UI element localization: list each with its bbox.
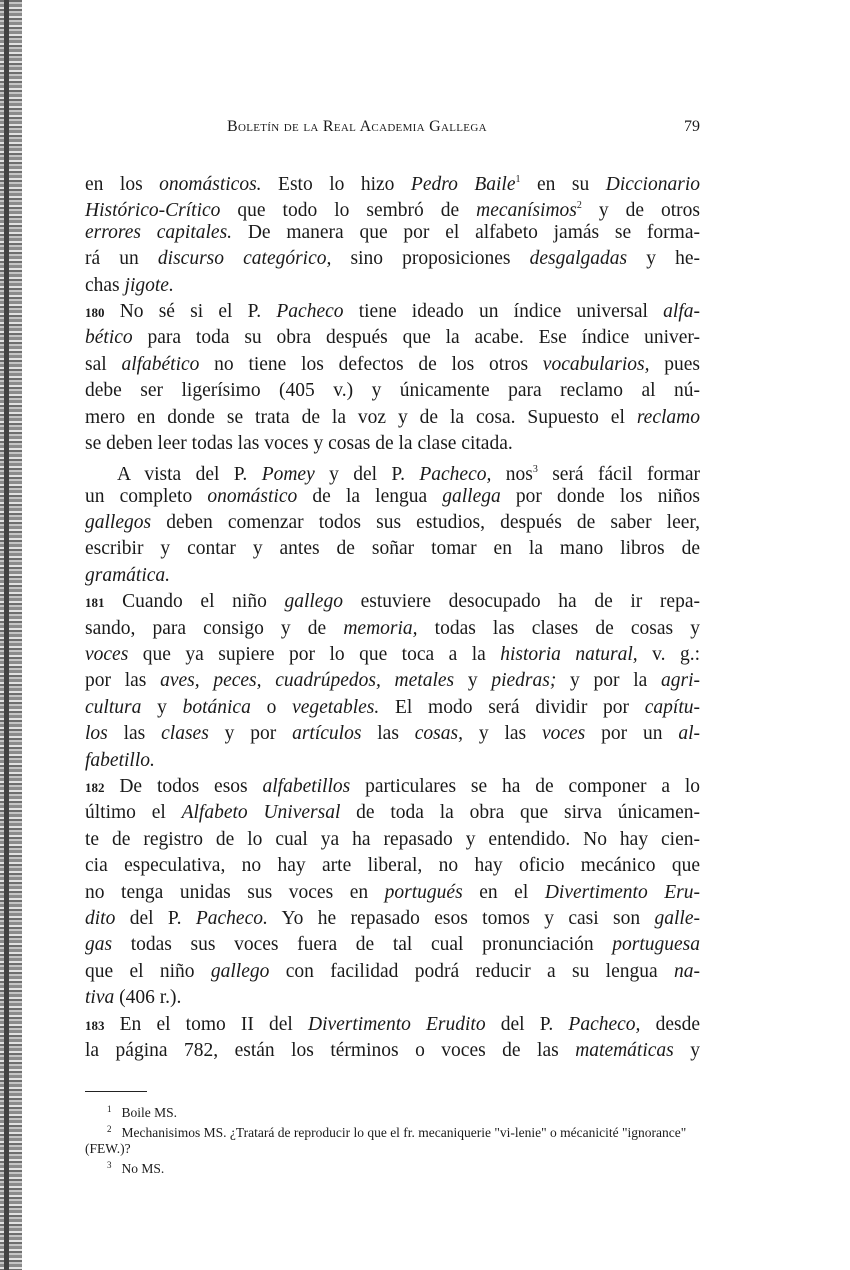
text-line — [85, 1012, 700, 1038]
footnote-text: Boile MS. — [121, 1105, 178, 1120]
text: las — [107, 723, 162, 745]
text: debe ser ligerísimo (405 v.) y únicamente para reclamo al nú- — [85, 380, 700, 402]
footnote-rule — [85, 1091, 147, 1092]
italic-text: Pomey — [261, 464, 315, 486]
italic-text: agri- — [661, 670, 700, 692]
italic-text: Diccionario — [605, 174, 700, 195]
italic-text: gramática. — [85, 564, 171, 586]
text: nos — [491, 464, 533, 486]
text: tiene ideado un índice universal — [343, 300, 664, 322]
italic-text: tiva — [85, 987, 115, 1009]
text-line — [85, 167, 700, 193]
scan-edge — [0, 0, 22, 1270]
italic-text: errores capitales. — [85, 221, 233, 243]
italic-text: onomástico — [207, 485, 298, 507]
italic-text: Pacheco — [276, 300, 344, 322]
text: cia especulativa, no hay arte liberal, no hay oficio mecánico que — [85, 855, 700, 877]
text-line — [85, 536, 700, 562]
text: las — [361, 723, 415, 745]
text-line — [85, 642, 700, 668]
text-line — [85, 510, 700, 536]
text: por un — [585, 723, 679, 745]
text-line — [85, 431, 700, 457]
text: con facilidad podrá reducir a su lengua — [269, 960, 674, 982]
text-line — [85, 827, 700, 853]
text-line — [85, 589, 700, 615]
text: del P. — [115, 907, 196, 929]
text-line — [85, 985, 700, 1011]
italic-text: Pacheco. — [195, 907, 268, 929]
text-line — [85, 246, 700, 272]
footnote-ref: 1 — [515, 174, 521, 185]
paragraph-number: 180 — [85, 304, 105, 320]
italic-text: los — [85, 723, 108, 745]
italic-text: vocabularios, — [542, 353, 650, 375]
text: (406 r.). — [114, 987, 182, 1009]
text: y — [673, 1039, 700, 1061]
text: para toda su obra después que la acabe. Ese índice univer- — [132, 327, 700, 349]
text: se deben leer todas las voces y cosas de la clase citada. — [85, 432, 513, 454]
italic-text: mecanísimos — [476, 200, 577, 222]
italic-text: fabetillo. — [85, 749, 155, 771]
italic-text: voces — [85, 644, 129, 666]
text: en su — [520, 174, 606, 195]
text: En el tomo II del — [104, 1013, 308, 1035]
italic-text: botánica — [182, 696, 251, 718]
italic-text: na- — [674, 960, 700, 982]
text: por las — [85, 670, 161, 692]
italic-text: voces — [541, 723, 586, 745]
footnote-ref: 3 — [532, 464, 538, 476]
text: No sé si el P. — [104, 300, 277, 322]
italic-text: aves, peces, cuadrúpedos, metales — [160, 670, 455, 692]
italic-text: matemáticas — [575, 1039, 674, 1061]
text-line — [85, 563, 700, 589]
italic-text: Divertimento Erudito — [307, 1013, 486, 1035]
text-line — [85, 378, 700, 404]
footnote — [85, 1101, 700, 1121]
footnote — [85, 1157, 700, 1177]
text-line — [85, 748, 700, 774]
text-line — [85, 668, 700, 694]
text: un completo — [85, 485, 208, 507]
italic-text: alfa- — [663, 300, 701, 322]
text: De manera que por el alfabeto jamás se forma- — [232, 221, 700, 243]
text: y por — [208, 723, 293, 745]
text: sando, para consigo y de — [85, 617, 344, 639]
paragraph-number: 182 — [85, 779, 105, 795]
text-line — [85, 959, 700, 985]
text-line — [85, 800, 700, 826]
text-line — [85, 220, 700, 246]
italic-text: clases — [161, 723, 209, 745]
italic-text: Divertimento Eru- — [544, 881, 700, 903]
text: y de otros — [581, 200, 700, 222]
footnote-number: 3 — [107, 1160, 112, 1170]
text: todas sus voces fuera de tal cual pronunciación — [112, 934, 613, 956]
text-line — [85, 774, 700, 800]
text: estuviere desocupado ha de ir repa- — [342, 591, 700, 613]
text: en los — [85, 174, 160, 195]
body-text — [85, 167, 700, 1064]
text: sal — [85, 353, 122, 375]
text-line — [85, 405, 700, 431]
italic-text: cultura — [85, 696, 142, 718]
text-line — [85, 193, 700, 222]
text-line — [85, 1038, 700, 1064]
text: no tiene los defectos de los otros — [199, 353, 543, 375]
text-line — [85, 853, 700, 879]
text: Cuando el niño — [104, 591, 285, 613]
italic-text: discurso categórico, — [157, 248, 332, 270]
italic-text: portuguesa — [612, 934, 700, 956]
text-line — [85, 484, 700, 510]
italic-text: portugués — [384, 881, 463, 903]
text: deben comenzar todos sus estudios, después de saber leer, — [151, 512, 700, 534]
italic-text: artículos — [292, 723, 362, 745]
text: pues — [649, 353, 701, 375]
footnotes — [85, 1101, 700, 1177]
italic-text: galle- — [654, 907, 700, 929]
text: rá un — [85, 248, 158, 270]
text: escribir y contar y antes de soñar tomar en la mano libros de — [85, 538, 700, 560]
text: y — [141, 696, 183, 718]
text: en el — [462, 881, 545, 903]
italic-text: Pacheco, — [568, 1013, 641, 1035]
page-number: 79 — [684, 118, 700, 135]
text-line — [85, 325, 700, 351]
footnote-text: No MS. — [121, 1161, 165, 1176]
text-line — [85, 273, 700, 299]
footnote-number: 1 — [107, 1104, 112, 1114]
italic-text: Pacheco, — [419, 464, 492, 486]
text: te de registro de lo cual ya ha repasado y entendido. No hay cien- — [85, 828, 700, 850]
text-line — [85, 721, 700, 747]
italic-text: gallegos — [85, 512, 152, 534]
italic-text: piedras; — [491, 670, 557, 692]
text-line — [85, 695, 700, 721]
italic-text: reclamo — [636, 406, 700, 428]
text: y por la — [556, 670, 661, 692]
text: por donde los niños — [500, 485, 700, 507]
italic-text: jigote. — [124, 274, 174, 296]
text: del P. — [485, 1013, 569, 1035]
text: que ya supiere por lo que toca a la — [128, 644, 501, 666]
text: A vista del P. — [117, 464, 262, 486]
text: último el — [85, 802, 182, 824]
italic-text: al- — [678, 723, 700, 745]
paragraph-number: 181 — [85, 595, 105, 611]
text: todas las clases de cosas y — [417, 617, 700, 639]
text: Esto lo hizo — [261, 174, 411, 195]
text: la página 782, están los términos o voces de las — [85, 1039, 576, 1061]
text: desde — [640, 1013, 700, 1035]
italic-text: Alfabeto Universal — [181, 802, 341, 824]
italic-text: Pedro Baile — [410, 174, 516, 195]
running-header — [85, 118, 700, 140]
text: no tenga unidas sus voces en — [85, 881, 385, 903]
paragraph-number: 183 — [85, 1017, 105, 1033]
text-line — [85, 880, 700, 906]
text-line — [85, 906, 700, 932]
italic-text: alfabetillos — [262, 775, 351, 797]
footnote — [85, 1121, 700, 1157]
italic-text: bético — [85, 327, 133, 349]
italic-text: gas — [85, 934, 113, 956]
footnote-text: Mechanisimos MS. ¿Tratará de reproducir lo que el fr. mecaniquerie "vi-lenie" o mécanicité "ignorance" (FEW.)? — [85, 1125, 687, 1156]
italic-text: gallego — [284, 591, 343, 613]
text: que todo lo sembró de — [220, 200, 477, 222]
text: Yo he repasado esos tomos y casi son — [267, 907, 655, 929]
text: chas — [85, 274, 125, 296]
italic-text: vegetables. — [292, 696, 380, 718]
italic-text: historia natural, — [500, 644, 638, 666]
italic-text: gallega — [442, 485, 501, 507]
italic-text: capítu- — [644, 696, 701, 718]
text: mero en donde se trata de la voz y de la cosa. Supuesto el — [85, 406, 637, 428]
text: de toda la obra que sirva únicamen- — [340, 802, 700, 824]
text-line — [85, 616, 700, 642]
text: y he- — [627, 248, 700, 270]
text: De todos esos — [104, 775, 263, 797]
italic-text: dito — [85, 907, 116, 929]
text-line — [85, 457, 701, 486]
text: y — [454, 670, 492, 692]
italic-text: memoria, — [343, 617, 418, 639]
italic-text: gallego — [210, 960, 270, 982]
text: o — [250, 696, 293, 718]
text: será fácil formar — [537, 464, 701, 486]
italic-text: cosas, — [414, 723, 463, 745]
text: El modo será dividir por — [379, 696, 645, 718]
text: que el niño — [85, 960, 211, 982]
text-line — [85, 932, 700, 958]
text: v. g.: — [637, 644, 700, 666]
text: y las — [463, 723, 542, 745]
text: particulares se ha de componer a lo — [350, 775, 700, 797]
italic-text: onomásticos. — [159, 174, 262, 195]
footnote-number: 2 — [107, 1124, 112, 1134]
text-line — [85, 299, 700, 325]
text-line — [85, 352, 700, 378]
text: de la lengua — [297, 485, 443, 507]
footnote-ref: 2 — [576, 200, 582, 212]
italic-text: alfabético — [121, 353, 200, 375]
text: y del P. — [314, 464, 420, 486]
text: sino proposiciones — [331, 248, 530, 270]
italic-text: Histórico-Crítico — [85, 200, 221, 222]
italic-text: desgalgadas — [529, 248, 628, 270]
journal-title: Boletín de la Real Academia Gallega — [227, 118, 487, 135]
